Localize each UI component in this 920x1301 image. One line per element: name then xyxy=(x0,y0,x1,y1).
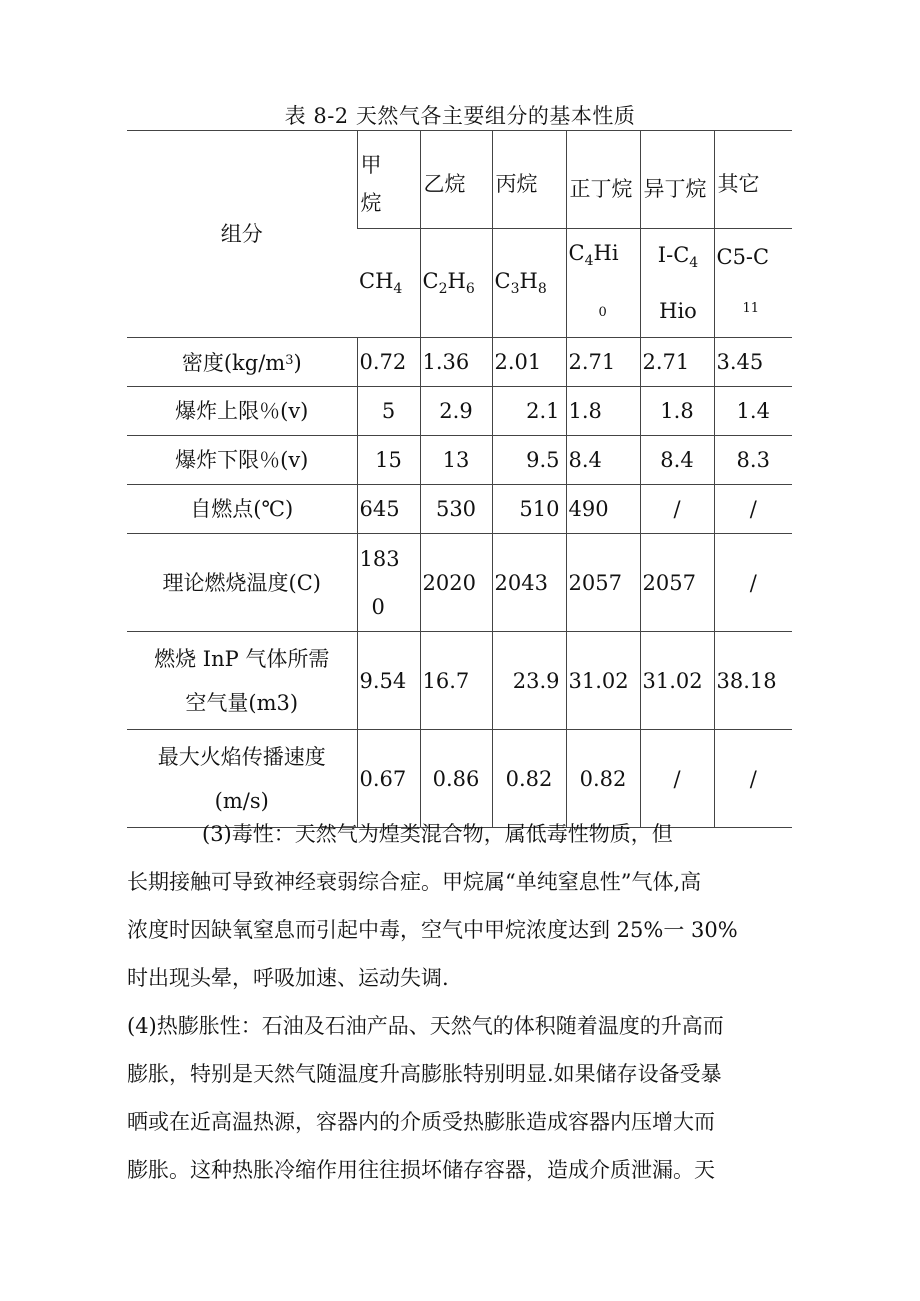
table-cell: 8.4 xyxy=(566,436,640,485)
table-cell: 2.71 xyxy=(566,338,640,387)
paragraph-line: 浓度时因缺氧窒息而引起中毒，空气中甲烷浓度达到 25%一 30% xyxy=(127,918,738,942)
table-cell: 510 xyxy=(492,485,566,534)
table-cell: 38.18 xyxy=(714,632,792,730)
table-cell: 15 xyxy=(357,436,420,485)
table-cell: / xyxy=(714,534,792,632)
table-cell: 8.3 xyxy=(714,436,792,485)
row-label-flame-speed: 最大火焰传播速度 (m/s) xyxy=(127,730,357,828)
row-label-autoignition: 自燃点(℃) xyxy=(127,485,357,534)
table-cell: / xyxy=(714,730,792,828)
table-cell: 5 xyxy=(357,387,420,436)
formula-propane: $C_3H_8$ xyxy=(492,229,566,338)
table-row xyxy=(127,485,792,534)
formula-methane: $CH_4$ xyxy=(357,229,420,338)
table-cell: 0.82 xyxy=(566,730,640,828)
table-cell: 490 xyxy=(566,485,640,534)
formula-other: C5-C 11 xyxy=(714,229,792,338)
paragraph-line: (4)热膨胀性：石油及石油产品、天然气的体积随着温度的升高而 xyxy=(127,1014,724,1038)
table-cell: 2057 xyxy=(640,534,714,632)
table-cell: 16.7 xyxy=(420,632,492,730)
row-label-density: 密度$(kg/m^3)$ xyxy=(127,338,357,387)
table-cell: 9.5 xyxy=(492,436,566,485)
table-cell: 0.67 xyxy=(357,730,420,828)
row-label-upper-limit: 爆炸上限％(v) xyxy=(127,387,357,436)
table-cell: 23.9 xyxy=(492,632,566,730)
table-cell: 31.02 xyxy=(640,632,714,730)
table-row xyxy=(127,436,792,485)
table-cell: / xyxy=(640,730,714,828)
table-cell: 8.4 xyxy=(640,436,714,485)
row-label-air-required: 燃烧 InP 气体所需 空气量(m3) xyxy=(127,632,357,730)
table-cell: 0.72 xyxy=(357,338,420,387)
row-label-lower-limit: 爆炸下限％(v) xyxy=(127,436,357,485)
component-methane: 甲 烷 xyxy=(357,131,420,229)
table-cell: 1.8 xyxy=(566,387,640,436)
table-cell: 2.1 xyxy=(492,387,566,436)
component-header: 组分 xyxy=(127,131,357,338)
table-cell: 2020 xyxy=(420,534,492,632)
table-row xyxy=(127,338,792,387)
table-cell: 9.54 xyxy=(357,632,420,730)
gas-properties-table xyxy=(127,130,792,828)
component-isobutane: 异丁烷 xyxy=(640,131,714,229)
paragraph-line: 晒或在近高温热源，容器内的介质受热膨胀造成容器内压增大而 xyxy=(127,1110,715,1134)
table-row xyxy=(127,131,792,229)
table-cell: 645 xyxy=(357,485,420,534)
table-cell: 1.4 xyxy=(714,387,792,436)
table-cell: 3.45 xyxy=(714,338,792,387)
paragraph-line: 膨胀。这种热胀冷缩作用往往损坏储存容器，造成介质泄漏。天 xyxy=(127,1158,715,1182)
formula-n-butane: $C_4Hi$ 0 xyxy=(566,229,640,338)
table-cell: 13 xyxy=(420,436,492,485)
table-cell: 2.71 xyxy=(640,338,714,387)
table-row xyxy=(127,387,792,436)
table-cell: 2057 xyxy=(566,534,640,632)
paragraph-line: 时出现头晕，呼吸加速、运动失调. xyxy=(127,966,449,990)
table-cell: 2.9 xyxy=(420,387,492,436)
table-cell: / xyxy=(640,485,714,534)
table-cell: 2043 xyxy=(492,534,566,632)
table-cell: 0.82 xyxy=(492,730,566,828)
component-ethane: 乙烷 xyxy=(420,131,492,229)
table-cell: 530 xyxy=(420,485,492,534)
component-other: 其它 xyxy=(714,131,792,229)
component-propane: 丙烷 xyxy=(492,131,566,229)
table-cell: 2.01 xyxy=(492,338,566,387)
table-caption: 表 8-2 天然气各主要组分的基本性质 xyxy=(284,104,636,128)
formula-ethane: $C_2H_6$ xyxy=(420,229,492,338)
paragraph-line: 膨胀，特别是天然气随温度升高膨胀特别明显.如果储存设备受暴 xyxy=(127,1062,722,1086)
table-cell: 1.8 xyxy=(640,387,714,436)
table-cell: 1.36 xyxy=(420,338,492,387)
table-row xyxy=(127,632,792,730)
table-cell: 0.86 xyxy=(420,730,492,828)
table-cell: / xyxy=(714,485,792,534)
table-row xyxy=(127,534,792,632)
formula-isobutane: $I-C_4$ Hio xyxy=(640,229,714,338)
paragraph-line: (3)毒性：天然气为煌类混合物，属低毒性物质，但 xyxy=(202,822,673,846)
row-label-combustion-temp: 理论燃烧温度(C) xyxy=(127,534,357,632)
component-n-butane: 正丁烷 xyxy=(566,131,640,229)
paragraph-line: 长期接触可导致神经衰弱综合症。甲烷属“单纯窒息性”气体,高 xyxy=(127,870,702,894)
table-cell: 183 0 xyxy=(357,534,420,632)
table-cell: 31.02 xyxy=(566,632,640,730)
